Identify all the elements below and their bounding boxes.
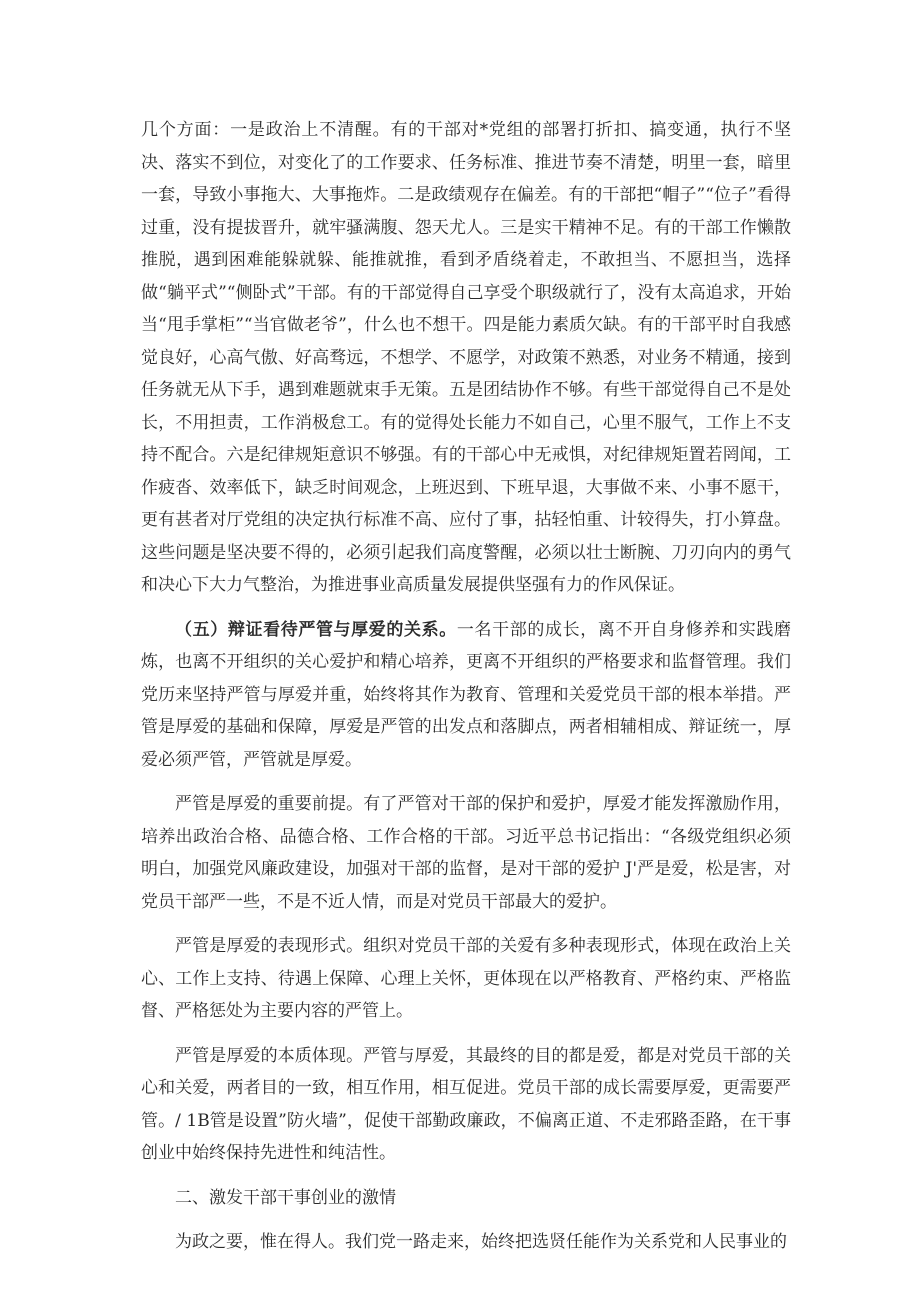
paragraph-select-talent bbox=[141, 1226, 791, 1259]
document-body bbox=[141, 114, 791, 1271]
heading-text: 二、激发干部干事创业的激情 bbox=[175, 1187, 396, 1208]
paragraph-text: 严管是厚爱的本质体现。严管与厚爱，其最终的目的都是爱，都是对党员干部的关心和关爱，两者目的一致，相互作用，相互促进。党员干部的成长需要厚爱，更需要严管。/ 1B管是设置”防火墙”，促使干部勤政廉政，不偏离正道、不走邪路歪路，在干事创业中始终保持先进性和纯洁性。 bbox=[141, 1045, 791, 1163]
paragraph-text: 几个方面：一是政治上不清醒。有的干部对*党组的部署打折扣、搞变通，执行不坚决、落实不到位，对变化了的工作要求、任务标准、推进节奏不清楚，明里一套，暗里一套，导致小事拖大、大事拖炸。二是政绩观存在偏差。有的干部把“帽子”“位子”看得过重，没有提拔晋升，就牢骚满腹、怨天尤人。三是实干精神不足。有的干部工作懒散推脱，遇到困难能躲就躲、能推就推，看到矛盾绕着走，不敢担当、不愿担当，选择做“躺平式”“侧卧式”干部。有的干部觉得自己享受个职级就行了，没有太高追求，开始当“甩手掌柜”“当官做老爷”，什么也不想干。四是能力素质欠缺。有的干部平时自我感觉良好，心高气傲、好高骛远，不想学、不愿学，对政策不熟悉，对业务不精通，接到任务就无从下手，遇到难题就束手无策。五是团结协作不够。有些干部觉得自己不是处长，不用担责，工作消极怠工。有的觉得处长能力不如自己，心里不服气，工作上不支持不配合。六是纪律规矩意识不够强。有的干部心中无戒惧，对纪律规矩置若罔闻，工作疲沓、效率低下，缺乏时间观念，上班迟到、下班早退，大事做不来、小事不愿干，更有甚者对厅党组的决定执行标准不高、应付了事，拈轻怕重、计较得失，打小算盘。这些问题是坚决要不得的，必须引起我们高度警醒，必须以壮士断腕、刀刃向内的勇气和决心下大力气整治，为推进事业高质量发展提供坚强有力的作风保证。 bbox=[141, 120, 791, 595]
paragraph-text: 为政之要，惟在得人。我们党一路走来，始终把选贤任能作为关系党和人民事业的 bbox=[175, 1232, 787, 1252]
section-lead-5: （五）辩证看待严管与厚爱的关系。 bbox=[175, 619, 457, 640]
paragraph-strict-and-love bbox=[141, 614, 791, 777]
paragraph-text: 严管是厚爱的表现形式。组织对党员干部的关爱有多种表现形式，体现在政治上关心、工作上支持、待遇上保障、心理上关怀，更体现在以严格教育、严格约束、严格监督、严格惩处为主要内容的严管上。 bbox=[141, 936, 791, 1021]
paragraph-form bbox=[141, 930, 791, 1028]
paragraph-text: 一名干部的成长，离不开自身修养和实践磨炼，也离不开组织的关心爱护和精心培养，更离不开组织的严格要求和监督管理。我们党历来坚持严管与厚爱并重，始终将其作为教育、管理和关爱党员干部的根本举措。严管是厚爱的基础和保障，厚爱是严管的出发点和落脚点，两者相辅相成、辩证统一，厚爱必须严管，严管就是厚爱。 bbox=[141, 619, 792, 770]
paragraph-essence bbox=[141, 1040, 791, 1170]
paragraph-text: 严管是厚爱的重要前提。有了严管对干部的保护和爱护，厚爱才能发挥激励作用，培养出政治合格、品德合格、工作合格的干部。习近平总书记指出：“各级党组织必须明白，加强党风廉政建设，加强对干部的监督，是对干部的爱护 J'严是爱，松是害，对党员干部严一些，不是不近人情，而是对党员干部最大的爱护。 bbox=[141, 794, 791, 912]
paragraph-premise bbox=[141, 788, 791, 918]
section-heading-2 bbox=[141, 1182, 791, 1215]
paragraph-problems-list bbox=[141, 114, 791, 602]
